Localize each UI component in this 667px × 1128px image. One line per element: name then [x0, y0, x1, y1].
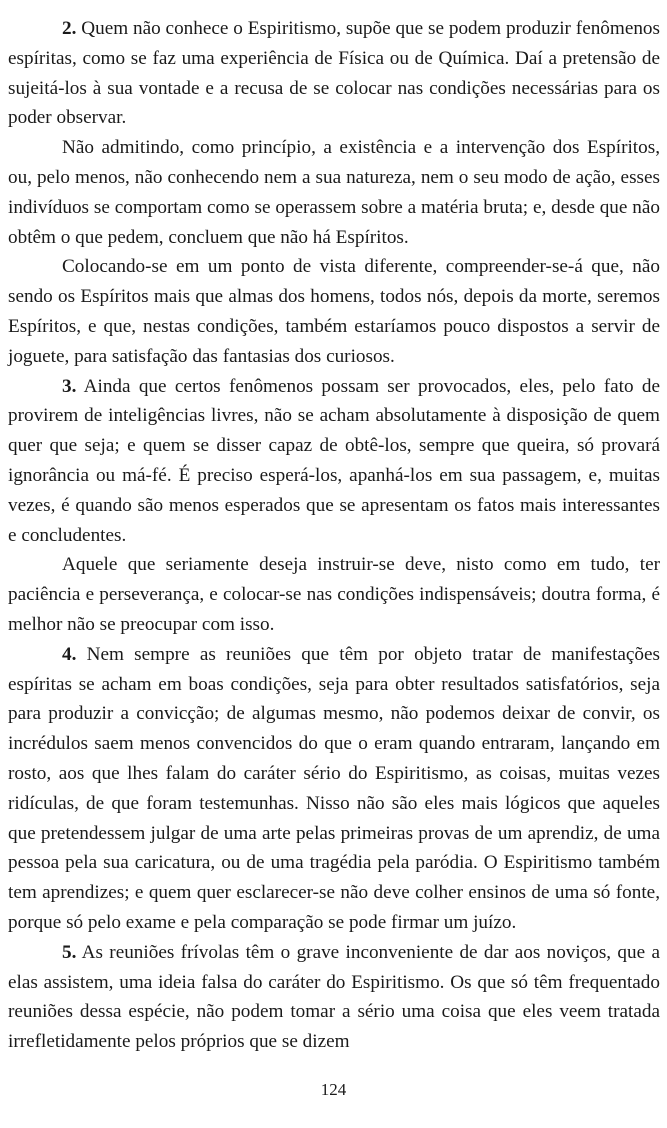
paragraph-text: Ainda que certos fenômenos possam ser provocados, eles, pelo fato de provirem de inteligências livres, não se acham absolutamente à disposição de quem quer que seja; e quem se disser capaz de obtê-los, sempre que queira, só provará ignorância ou má-fé. É preciso esperá-los, apanhá-los em sua passagem, e, muitas vezes, é quando são menos esperados que se apresentam os fatos mais interessantes e concludentes. — [8, 375, 660, 546]
paragraph-text: As reuniões frívolas têm o grave inconveniente de dar aos noviços, que a elas assistem, uma ideia falsa do caráter do Espiritismo. Os que só têm frequentado reuniões dessa espécie, não podem tomar a sério uma coisa que eles veem tratada irrefletidamente pelos próprios que se dizem — [8, 941, 660, 1053]
paragraph-2b — [8, 133, 660, 252]
paragraph-2 — [8, 14, 660, 133]
paragraph-text: Quem não conhece o Espiritismo, supõe que se podem produzir fenômenos espíritas, como se faz uma experiência de Física ou de Química. Daí a pretensão de sujeitá-los à sua vontade e a recusa de se colocar nas condições necessárias para os poder observar. — [8, 18, 660, 129]
paragraph-4 — [8, 640, 660, 938]
page-number: 124 — [320, 1080, 347, 1099]
page-body — [8, 14, 660, 1057]
paragraph-3b — [8, 550, 660, 639]
paragraph-text: Aquele que seriamente deseja instruir-se deve, nisto como em tudo, ter paciência e perseverança, e colocar-se nas condições indispensáveis; doutra forma, é melhor não se preocupar com isso. — [8, 554, 660, 635]
paragraph-number: 2. — [62, 18, 77, 39]
paragraph-number: 3. — [62, 375, 77, 397]
paragraph-text: Colocando-se em um ponto de vista diferente, compreender-se-á que, não sendo os Espíritos mais que almas dos homens, todos nós, depois da morte, seremos Espíritos, e que, nestas condições, também estaríamos pouco dispostos a servir de joguete, para satisfação das fantasias dos curiosos. — [8, 256, 660, 367]
paragraph-text: Não admitindo, como princípio, a existência e a intervenção dos Espíritos, ou, pelo menos, não conhecendo nem a sua natureza, nem o seu modo de ação, esses indivíduos se comportam como se operassem sobre a matéria bruta; e, desde que não obtêm o que pedem, concluem que não há Espíritos. — [8, 137, 660, 248]
paragraph-number: 4. — [62, 643, 77, 665]
paragraph-3 — [8, 372, 660, 551]
paragraph-5 — [8, 938, 660, 1057]
paragraph-number: 5. — [62, 941, 77, 963]
paragraph-text: Nem sempre as reuniões que têm por objeto tratar de manifestações espíritas se acham em boas condições, seja para obter resultados satisfatórios, seja para produzir a convicção; de algumas mesmo, não podemos deixar de convir, os incrédulos saem menos convencidos do que o eram quando entraram, lançando em rosto, aos que lhes falam do caráter sério do Espiritismo, as coisas, muitas vezes ridículas, de que foram testemunhas. Nisso não são eles mais lógicos que aqueles que pretendessem julgar de uma arte pelas primeiras provas de um aprendiz, de uma pessoa pela sua caricatura, ou de uma tragédia pela paródia. O Espiritismo também tem aprendizes; e quem quer esclarecer-se não deve colher ensinos de uma só fonte, porque só pelo exame e pela comparação se pode firmar um juízo. — [8, 643, 661, 933]
paragraph-2c — [8, 252, 660, 371]
